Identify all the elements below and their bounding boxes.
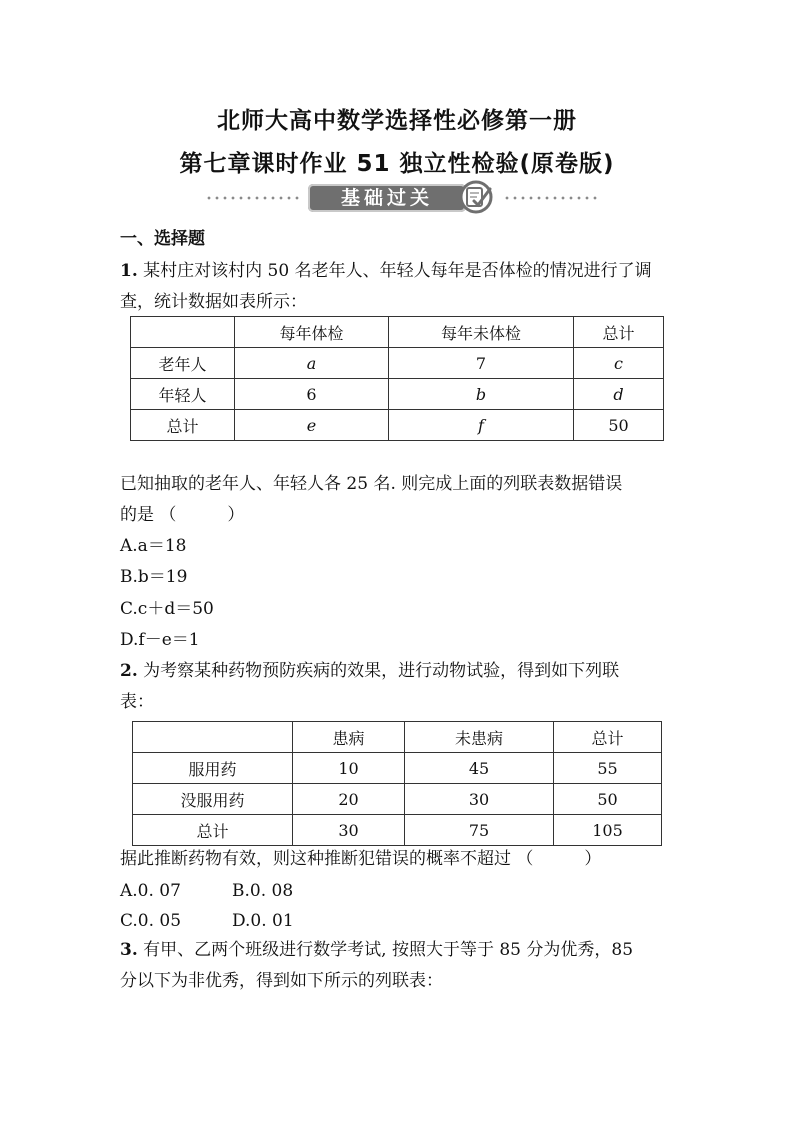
question-1-option-d: D.f－e＝1 — [120, 630, 200, 650]
question-1-condition-line2: 的是 （ ） — [120, 505, 245, 525]
table-cell — [131, 317, 235, 348]
table-cell: 50 — [554, 784, 662, 815]
question-1-option-a: A.a＝18 — [120, 536, 187, 556]
question-2-option-d: D.0. 01 — [232, 911, 294, 931]
table-row — [133, 722, 662, 753]
dotted-rule-right — [503, 195, 601, 201]
table-cell: 105 — [554, 815, 662, 846]
question-2-after-text: 据此推断药物有效，则这种推断犯错误的概率不超过 （ ） — [120, 849, 602, 869]
banner-badge: 基础过关 — [308, 184, 466, 212]
table-cell: d — [574, 379, 664, 410]
table-header: 每年体检 — [235, 317, 389, 348]
question-3-stem-line1 — [120, 935, 633, 966]
section-banner — [205, 184, 601, 212]
table-header: 患病 — [293, 722, 405, 753]
checklist-icon — [458, 180, 496, 214]
table-cell: 没服用药 — [133, 784, 293, 815]
question-2-option-b: B.0. 08 — [232, 881, 294, 901]
question-1-condition-line1: 已知抽取的老年人、年轻人各 25 名. 则完成上面的列联表数据错误 — [120, 474, 623, 494]
table-header: 未患病 — [405, 722, 554, 753]
table-cell: 45 — [405, 753, 554, 784]
table-cell: 年轻人 — [131, 379, 235, 410]
table-row — [131, 379, 664, 410]
table-cell: 50 — [574, 410, 664, 441]
table-cell: 总计 — [131, 410, 235, 441]
table-header: 总计 — [554, 722, 662, 753]
question-1-stem — [120, 256, 680, 318]
question-3-stem-line2: 分以下为非优秀，得到如下所示的列联表： — [120, 971, 443, 991]
section-heading: 一、选择题 — [120, 229, 205, 249]
question-1-number: 1. — [120, 261, 138, 281]
table-row — [133, 784, 662, 815]
table-row — [133, 753, 662, 784]
table-cell: 10 — [293, 753, 405, 784]
question-1-option-b: B.b＝19 — [120, 567, 188, 587]
table-cell: 服用药 — [133, 753, 293, 784]
table-cell — [133, 722, 293, 753]
table-cell: 30 — [293, 815, 405, 846]
question-3-text: 有甲、乙两个班级进行数学考试, 按照大于等于 85 分为优秀，85 — [137, 940, 634, 960]
table-cell: e — [235, 410, 389, 441]
question-2-stem-line1 — [120, 656, 619, 687]
question-2-number: 2. — [120, 661, 138, 681]
table-cell: b — [389, 379, 574, 410]
question-2-option-c: C.0. 05 — [120, 911, 182, 931]
table-cell: 30 — [405, 784, 554, 815]
table-cell: f — [389, 410, 574, 441]
question-1-option-c: C.c＋d＝50 — [120, 599, 214, 619]
table-row — [133, 815, 662, 846]
table-row — [131, 410, 664, 441]
table-cell: a — [235, 348, 389, 379]
table-header: 每年未体检 — [389, 317, 574, 348]
table-header: 总计 — [574, 317, 664, 348]
question-1-text: 某村庄对该村内 50 名老年人、年轻人每年是否体检的情况进行了调查，统计数据如表所示： — [120, 261, 652, 312]
question-3-number: 3. — [120, 940, 138, 960]
table-cell: 7 — [389, 348, 574, 379]
table-cell: 老年人 — [131, 348, 235, 379]
question-2-option-a: A.0. 07 — [120, 881, 181, 901]
dotted-rule-left — [205, 195, 303, 201]
table-row — [131, 348, 664, 379]
question-1-table — [130, 316, 664, 441]
table-cell: 总计 — [133, 815, 293, 846]
question-2-stem-line2: 表： — [120, 692, 154, 712]
table-cell: c — [574, 348, 664, 379]
table-row — [131, 317, 664, 348]
document-title-line2: 第七章课时作业 51 独立性检验(原卷版) — [179, 151, 615, 177]
table-cell: 75 — [405, 815, 554, 846]
question-2-text: 为考察某种药物预防疾病的效果，进行动物试验，得到如下列联 — [137, 661, 620, 681]
table-cell: 20 — [293, 784, 405, 815]
table-cell: 55 — [554, 753, 662, 784]
document-title-line1: 北师大高中数学选择性必修第一册 — [217, 108, 577, 134]
question-2-table — [132, 721, 662, 846]
table-cell: 6 — [235, 379, 389, 410]
